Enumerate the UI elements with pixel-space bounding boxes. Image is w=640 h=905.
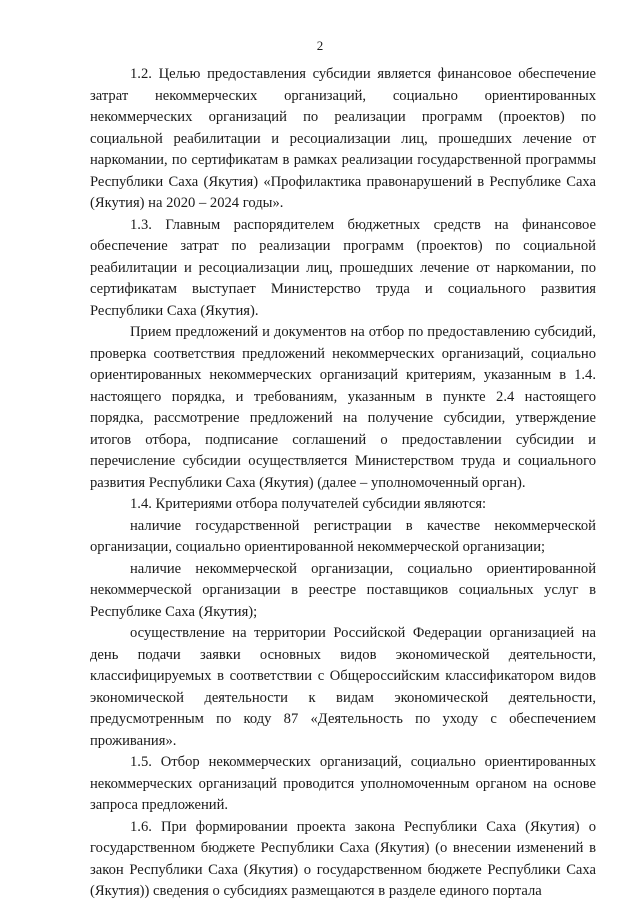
criteria-item-registration: наличие государственной регистрации в качестве некоммерческой организации, социально ориентированной некоммерческой организации; bbox=[90, 517, 596, 555]
paragraph-1-4-criteria-heading: 1.4. Критериями отбора получателей субсидии являются: bbox=[130, 496, 487, 512]
paragraph-1-2-purpose: 1.2. Целью предоставления субсидии является финансовое обеспечение затрат некоммерческих организаций, социально ориентированных некоммерческих организаций по реализации программ (проектов) по социальной реабилитации и ресоциализации лиц, прошедших лечение от наркомании, по сертификатам в рамках реализации государственной программы Республики Саха (Якутия) «Профилактика правонарушений в Республике Саха (Якутия) на 2020 – 2024 годы». bbox=[90, 66, 596, 211]
page-number: 2 bbox=[316, 38, 324, 53]
document-body bbox=[90, 64, 596, 903]
criteria-item-activity: осуществление на территории Российской Федерации организацией на день подачи заявки основных видов экономической деятельности, классифицируемых в соответствии с Общероссийским классификатором видов экономической деятельности к видам экономической деятельности, предусмотренным по коду 87 «Деятельность по уходу с обеспечением проживания». bbox=[90, 625, 596, 749]
criteria-item-registry: наличие некоммерческой организации, социально ориентированной некоммерческой организации в реестре поставщиков социальных услуг в Республике Саха (Якутия); bbox=[90, 560, 596, 620]
paragraph-proposal-intake: Прием предложений и документов на отбор по предоставлению субсидий, проверка соответствия предложений некоммерческих организаций, социально ориентированных некоммерческих организаций критериям, указанным в 1.4. настоящего порядка, и требованиям, указанным в пункте 2.4 настоящего порядка, рассмотрение предложений на получение субсидии, утверждение итогов отбора, подписание соглашений о предоставлении субсидии и перечисление субсидии осуществляется Министерством труда и социального развития Республики Саха (Якутия) (далее – уполномоченный орган). bbox=[90, 324, 596, 491]
paragraph-1-5-selection: 1.5. Отбор некоммерческих организаций, социально ориентированных некоммерческих организаций проводится уполномоченным органом на основе запроса предложений. bbox=[90, 754, 596, 813]
paragraph-1-3-budget-manager: 1.3. Главным распорядителем бюджетных средств на финансовое обеспечение затрат по реализации программ (проектов) по социальной реабилитации и ресоциализации лиц, прошедших лечение от наркомании, по сертификатам выступает Министерство труда и социального развития Республики Саха (Якутия). bbox=[90, 216, 596, 319]
paragraph-1-6-budget-law: 1.6. При формировании проекта закона Республики Саха (Якутия) о государственном бюджете Республики Саха (Якутия) (о внесении изменений в закон Республики Саха (Якутия) о государственном бюджете Республики Саха (Якутия)) сведения о субсидиях размещаются в разделе единого портала bbox=[90, 818, 596, 899]
